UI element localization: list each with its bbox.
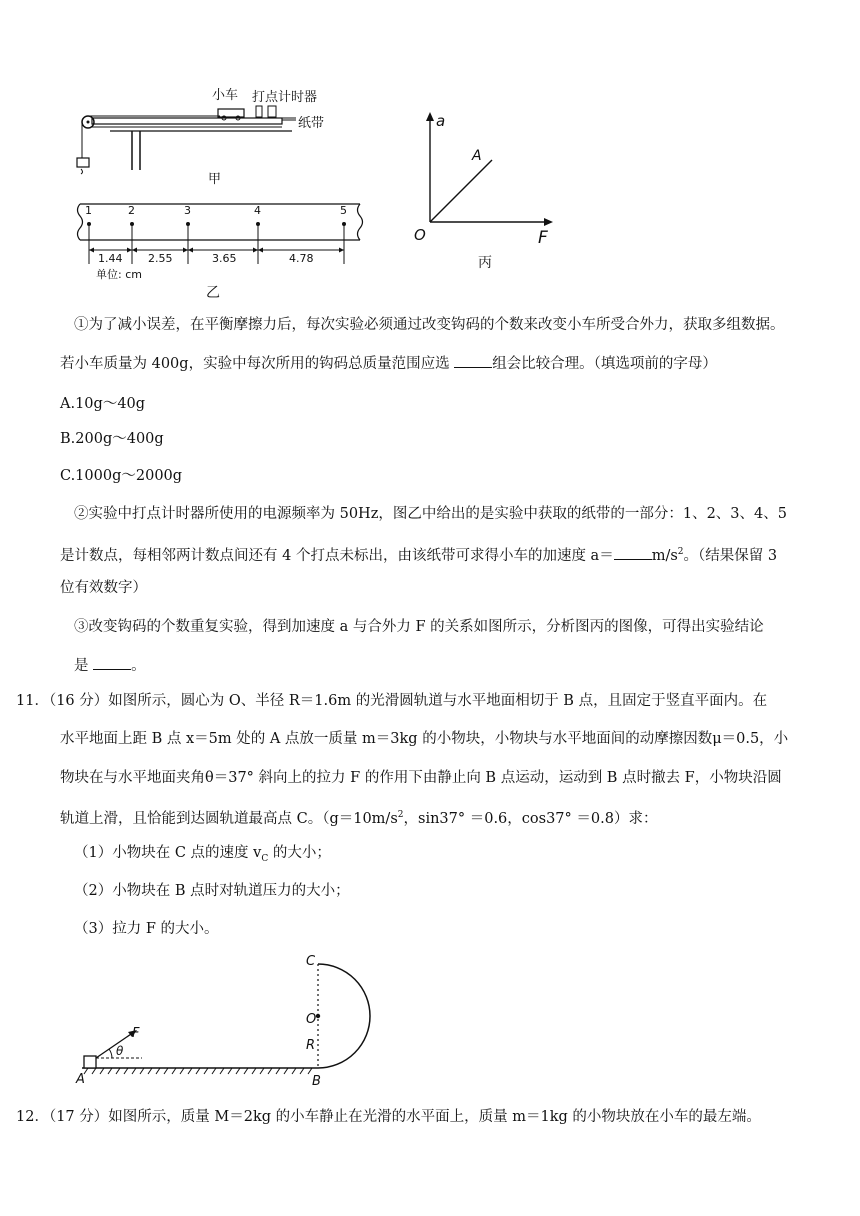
graph-x-axis-label: F (538, 228, 548, 248)
q11-line2: 水平地面上距 B 点 x＝5m 处的 A 点放一质量 m＝3kg 的小物块，小物块与水平地面间的动摩擦因数μ＝0.5，小 (60, 731, 789, 747)
answer-blank-1[interactable] (454, 367, 492, 368)
q11-line4: 轨道上滑，且恰能到达圆轨道最高点 C。（$g=10m/s^2$，sin37° ＝0.6，cos37° ＝0.8）求： (60, 810, 658, 827)
figure-jia-caption: 甲 (208, 172, 222, 187)
graph-origin-label: O (414, 226, 426, 244)
figure-bing-caption: 丙 (478, 255, 492, 271)
q10-option-b: B.200g～400g (60, 431, 164, 447)
tape-point-3: 3 (184, 204, 191, 217)
label-c: C (306, 954, 316, 969)
answer-blank-3[interactable] (93, 669, 131, 670)
q10-p2-line2: 是计数点，每相邻两计数点间还有 4 个打点未标出，由该纸带可求得小车的加速度 $a= m/s^2$。（结果保留 3 (60, 547, 778, 564)
label-r: R (306, 1038, 316, 1053)
tape-unit: 单位: cm (96, 268, 142, 281)
figure-jia (70, 84, 330, 188)
graph-y-axis-label: a (436, 112, 446, 130)
q10-p3-line1: ③改变钩码的个数重复实验，得到加速度 a 与合外力 F 的关系如图所示，分析图丙的图像，可得出实验结论 (74, 619, 764, 635)
circular-track (318, 964, 370, 1068)
circled-three-icon: ③ (74, 619, 89, 635)
q10-p1-line2: 若小车质量为 400g，实验中每次所用的钩码总质量范围应选 组会比较合理。（填选项前的字母） (60, 356, 717, 372)
a-f-graph (412, 108, 562, 248)
tape-distance-4: 4.78 (289, 252, 314, 265)
tape-point-5: 5 (340, 204, 347, 217)
superscript-2: 2 (677, 547, 684, 557)
label-b: B (312, 1074, 321, 1089)
q10-option-c: C.1000g～2000g (60, 468, 183, 484)
label-f: F (132, 1026, 140, 1041)
q11-line1: 11．（16 分）如图所示，圆心为 O、半径 R＝1.6m 的光滑圆轨道与水平地面相切于 B 点，且固定于竖直平面内。在 (16, 693, 768, 709)
label-a: A (76, 1072, 85, 1087)
tape-label: 纸带 (298, 116, 325, 131)
tape-point-4: 4 (254, 204, 261, 217)
circled-two-icon: ② (74, 506, 89, 522)
q10-option-a: A.10g～40g (60, 396, 146, 412)
tape-distance-1: 1.44 (98, 252, 123, 265)
tape-point-2: 2 (128, 204, 135, 217)
cart-label: 小车 (212, 88, 239, 103)
tape-distance-3: 3.65 (212, 252, 237, 265)
figure-yi-caption: 乙 (206, 285, 220, 301)
label-o: O (306, 1012, 317, 1027)
timer-label: 打点计时器 (252, 90, 318, 105)
circular-track-diagram (76, 950, 376, 1100)
q11-line3: 物块在与水平地面夹角θ＝37° 斜向上的拉力 F 的作用下由静止向 B 点运动，运动到 B 点时撤去 F，小物块沿圆 (60, 770, 782, 786)
q10-p3-line2: 是 。 (74, 658, 146, 674)
tape-point-1: 1 (85, 204, 92, 217)
superscript-2: 2 (397, 810, 404, 820)
label-theta: θ (116, 1044, 124, 1058)
figure-track (76, 950, 376, 1100)
graph-line-a (430, 160, 492, 222)
graph-line-label: A (472, 148, 482, 164)
q10-p2-line1: ②实验中打点计时器所使用的电源频率为 50Hz，图乙中给出的是实验中获取的纸带的一部分：1、2、3、4、5 (74, 506, 787, 522)
figure-bing (412, 108, 562, 278)
q11-sub3: （3）拉力 F 的大小。 (74, 921, 219, 937)
q11-sub1: （1）小物块在 C 点的速度 $v_C$ 的大小； (74, 845, 331, 864)
q10-p1-line1: ①为了减小误差，在平衡摩擦力后，每次实验必须通过改变钩码的个数来改变小车所受合外力，获取多组数据。 (74, 317, 785, 333)
tape-distance-2: 2.55 (148, 252, 173, 265)
answer-blank-2[interactable] (614, 559, 652, 560)
block (84, 1056, 96, 1068)
q11-sub2: （2）小物块在 B 点时对轨道压力的大小； (74, 883, 350, 899)
q12-line1: 12．（17 分）如图所示，质量 M＝2kg 的小车静止在光滑的水平面上，质量 m＝1kg 的小物块放在小车的最左端。 (16, 1109, 761, 1125)
circled-one-icon: ① (74, 317, 89, 333)
q10-p2-line3: 位有效数字） (60, 580, 147, 596)
figure-yi (74, 198, 374, 302)
